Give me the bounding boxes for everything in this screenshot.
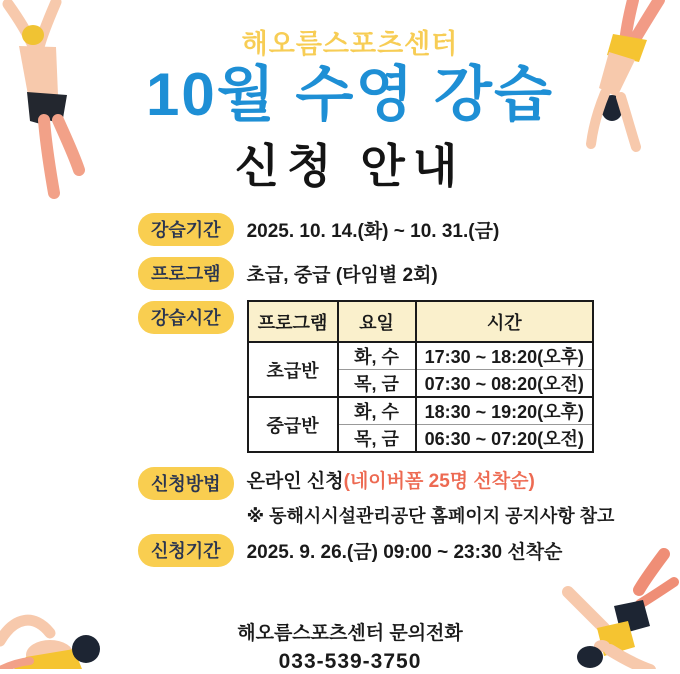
contact-phone: 033-539-3750 xyxy=(278,650,422,673)
schedule-cell-time: 18:30 ~ 19:20(오후) xyxy=(416,397,593,425)
apply-period-row xyxy=(138,534,562,567)
schedule-row xyxy=(248,397,593,425)
poster-subtitle: 신청 안내 xyxy=(234,140,466,193)
lesson-time-row xyxy=(138,300,594,453)
program-row xyxy=(138,257,438,290)
program-value: 초급, 중급 (타임별 2회) xyxy=(246,265,438,286)
lesson-period-badge: 강습기간 xyxy=(138,213,234,246)
schedule-cell-time: 07:30 ~ 08:20(오전) xyxy=(416,370,593,398)
schedule-row xyxy=(248,342,593,370)
apply-period-badge: 신청기간 xyxy=(138,534,234,567)
apply-method-value xyxy=(247,466,615,493)
lesson-period-value: 2025. 10. 14.(화) ~ 10. 31.(금) xyxy=(246,221,500,242)
schedule-cell-program: 중급반 xyxy=(248,397,338,452)
apply-method-note: ※ 동해시시설관리공단 홈페이지 공지사항 참고 xyxy=(246,506,615,526)
schedule-cell-time: 06:30 ~ 07:20(오전) xyxy=(416,425,593,453)
org-name: 해오름스포츠센터 xyxy=(241,29,459,59)
apply-method-badge: 신청방법 xyxy=(138,467,234,500)
program-badge: 프로그램 xyxy=(138,257,234,290)
poster-header xyxy=(20,22,680,196)
schedule-cell-program: 초급반 xyxy=(248,342,338,397)
apply-method-row xyxy=(138,466,614,528)
apply-method-content xyxy=(247,466,615,528)
poster-footer xyxy=(20,618,680,674)
schedule-col-header-time: 시간 xyxy=(416,301,593,342)
schedule-cell-days: 화, 수 xyxy=(338,342,416,370)
apply-method-text: 온라인 신청 xyxy=(246,471,344,492)
schedule-cell-days: 화, 수 xyxy=(338,397,416,425)
poster-title: 10월 수영 강습 xyxy=(146,61,554,128)
contact-label: 해오름스포츠센터 문의전화 xyxy=(237,623,463,644)
schedule-cell-days: 목, 금 xyxy=(338,425,416,453)
apply-method-highlight: (네이버폼 25명 선착순) xyxy=(343,471,535,492)
schedule-col-header-days: 요일 xyxy=(338,301,416,342)
schedule-table xyxy=(247,300,594,453)
schedule-header-row xyxy=(248,301,593,342)
apply-period-value: 2025. 9. 26.(금) 09:00 ~ 23:30 선착순 xyxy=(246,542,563,563)
lesson-time-badge: 강습시간 xyxy=(138,301,234,334)
lesson-period-row xyxy=(138,213,499,246)
schedule-cell-time: 17:30 ~ 18:20(오후) xyxy=(416,342,593,370)
schedule-col-header-program: 프로그램 xyxy=(248,301,338,342)
schedule-cell-days: 목, 금 xyxy=(338,370,416,398)
